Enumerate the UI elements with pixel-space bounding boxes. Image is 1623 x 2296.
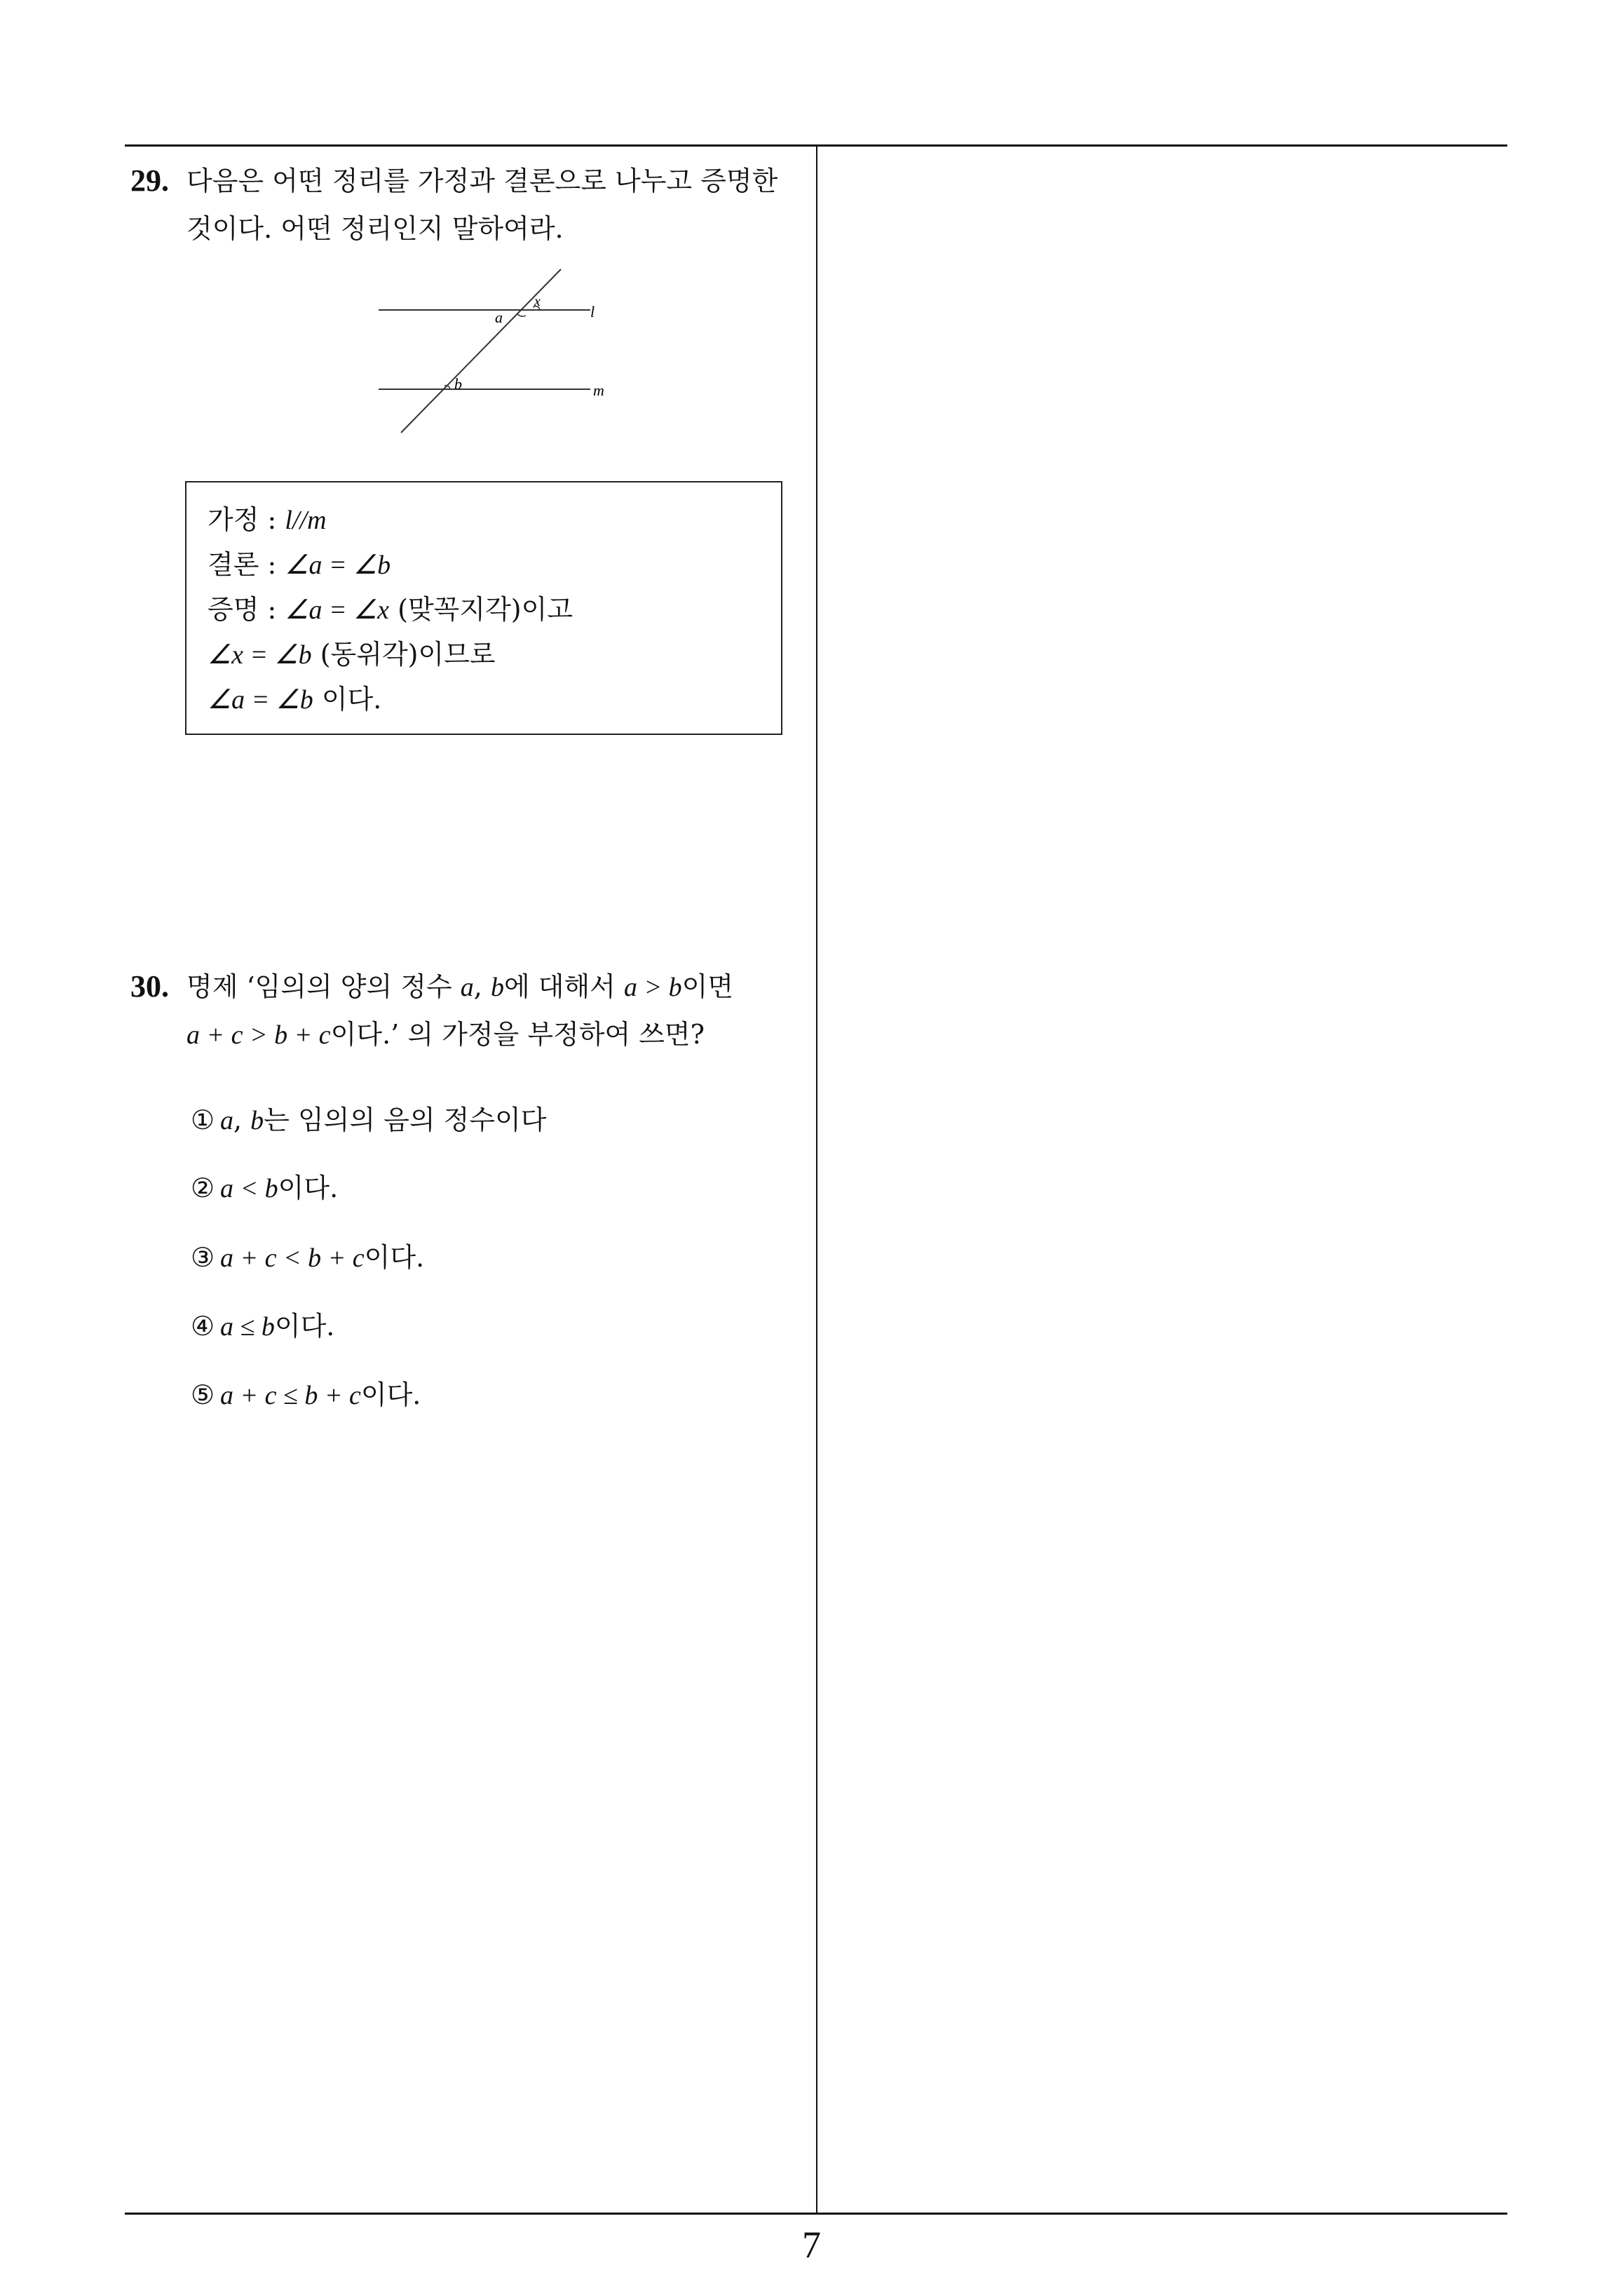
proof-label: 증명 : bbox=[208, 594, 285, 625]
label-m: m bbox=[593, 381, 604, 399]
assumption-label: 가정 : bbox=[208, 504, 285, 535]
question-29-text-line1: 다음은 어떤 정리를 가정과 결론으로 나누고 증명한 bbox=[186, 166, 778, 196]
proof-step3-math: ∠a = ∠b bbox=[208, 685, 313, 715]
q30-text-part: , bbox=[473, 971, 491, 1002]
question-30-number: 30. bbox=[130, 969, 169, 1004]
choice-5[interactable] bbox=[191, 1373, 421, 1412]
choice-1-math: a bbox=[220, 1106, 233, 1135]
proof-step1-math: ∠a = ∠x bbox=[285, 595, 390, 625]
conclusion-label: 결론 : bbox=[208, 549, 285, 580]
proof-step1 bbox=[208, 588, 573, 626]
choice-2[interactable] bbox=[191, 1166, 338, 1205]
proof-step2-math: ∠x = ∠b bbox=[208, 640, 312, 670]
column-divider bbox=[816, 144, 817, 2215]
page-number: 7 bbox=[802, 2224, 821, 2266]
choice-1-math2: b bbox=[250, 1106, 264, 1135]
choice-3-math: a + c < b + c bbox=[220, 1243, 365, 1273]
assumption-math: l//m bbox=[285, 506, 327, 535]
proof-conclusion bbox=[208, 543, 391, 581]
q30-text-part: 이면 bbox=[681, 971, 734, 1002]
label-b: b bbox=[454, 375, 462, 393]
q30-text-part: 이다.’ 의 가정을 부정하여 쓰면? bbox=[330, 1019, 705, 1050]
proof-step3 bbox=[208, 677, 381, 716]
q30-text-part: 명제 ‘임의의 양의 정수 bbox=[186, 971, 461, 1002]
q30-math-b: b bbox=[490, 973, 504, 1002]
choice-4-text: 이다. bbox=[274, 1311, 335, 1342]
angle-a-arc bbox=[517, 314, 526, 316]
label-x: x bbox=[534, 294, 541, 309]
question-29-number: 29. bbox=[130, 163, 169, 198]
choice-2-mark: ② bbox=[191, 1173, 215, 1203]
proof-box bbox=[185, 481, 782, 735]
proof-step2-text: (동위각)이므로 bbox=[311, 639, 496, 670]
proof-step1-text: (맞꼭지각)이고 bbox=[389, 594, 573, 625]
choice-5-math: a + c ≤ b + c bbox=[220, 1381, 361, 1410]
label-a: a bbox=[495, 309, 503, 326]
proof-step3-text: 이다. bbox=[313, 684, 382, 715]
q30-math-a: a bbox=[460, 973, 474, 1002]
choice-4-math: a ≤ b bbox=[220, 1312, 275, 1342]
choice-5-text: 이다. bbox=[360, 1379, 421, 1410]
q30-math-sum: a + c > b + c bbox=[186, 1020, 331, 1050]
q30-text-part: 에 대해서 bbox=[503, 971, 624, 1002]
choice-3-text: 이다. bbox=[364, 1242, 425, 1273]
choice-1-sep: , bbox=[233, 1105, 251, 1135]
choice-1[interactable] bbox=[191, 1098, 547, 1137]
parallel-lines-figure bbox=[372, 261, 624, 436]
choice-2-math: a < b bbox=[220, 1174, 278, 1203]
question-30-text-line2 bbox=[186, 1012, 705, 1058]
choice-1-mark: ① bbox=[191, 1105, 215, 1135]
question-30-text-line1 bbox=[186, 964, 733, 1010]
choice-4-mark: ④ bbox=[191, 1311, 215, 1342]
choice-3-mark: ③ bbox=[191, 1242, 215, 1273]
bottom-rule bbox=[125, 2213, 1507, 2215]
proof-step2 bbox=[208, 633, 496, 671]
label-l: l bbox=[590, 303, 595, 320]
choice-5-mark: ⑤ bbox=[191, 1379, 215, 1410]
choice-1-text: 는 임의의 음의 정수이다 bbox=[264, 1105, 547, 1135]
choice-4[interactable] bbox=[191, 1304, 334, 1343]
choice-3[interactable] bbox=[191, 1236, 424, 1274]
q30-math-inequality: a > b bbox=[623, 973, 682, 1002]
question-29-text-line2: 것이다. 어떤 정리인지 말하여라. bbox=[186, 213, 564, 244]
choice-2-text: 이다. bbox=[278, 1173, 339, 1203]
proof-assumption bbox=[208, 498, 327, 536]
conclusion-math: ∠a = ∠b bbox=[285, 551, 391, 580]
